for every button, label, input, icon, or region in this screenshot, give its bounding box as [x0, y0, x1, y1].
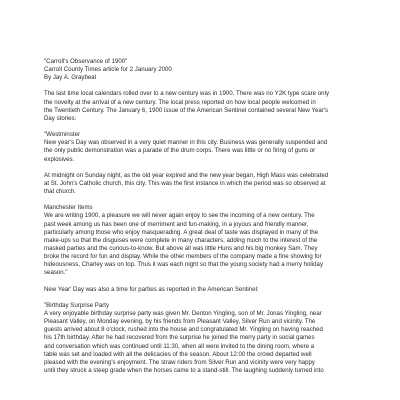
- text-line: pleased with the evening's enjoyment. The straw riders from Silver Run and vicinity were very happy: [44, 358, 315, 366]
- text-line: New Year' Day was also a time for parties as reported in the American Sentinel:: [44, 285, 259, 293]
- text-line: season.": [44, 269, 68, 277]
- text-line: Pleasant Valley, on Monday evening, by his friends from Pleasant Valley, Silver Run and vicinity. The: [44, 318, 316, 326]
- paragraph-parties-intro: [44, 286, 356, 294]
- text-line: make-ups so that the disguises were complete in many characters, adding much to the interest of the: [44, 236, 318, 244]
- paragraph-intro: [44, 90, 356, 123]
- text-line: past week among us has been one of merriment and fun-making, in a joyous and friendly manner,: [44, 220, 309, 228]
- text-line: that church.: [44, 188, 76, 196]
- text-line: At midnight on Sunday night, as the old year expired and the new year began, High Mass was celebrated: [44, 171, 329, 179]
- text-line: masked parties and the curious-to-know. But above all was little Huns and his big monkey Sam. They: [44, 244, 318, 252]
- paragraph-manchester: [44, 204, 356, 277]
- text-line: explosives.: [44, 155, 75, 163]
- text-line: particularly among those who enjoy masquerading. A great deal of taste was displayed in many of the: [44, 228, 319, 236]
- text-line: The last time local calendars rolled over to a new century was in 1900. There was no Y2K type scare only: [44, 90, 329, 98]
- paragraph-westminster: [44, 131, 356, 164]
- section-heading: "Westminster: [44, 131, 81, 139]
- text-line: the only public demonstration was a parade of the drum corps. There was little or no firing of guns or: [44, 147, 316, 155]
- text-line: at St. John's Catholic church, this city. This was the first instance in which the period was so observed at: [44, 179, 326, 187]
- text-line: and conversation which was continued until 11:30, when all were invited to the dining room, where a: [44, 342, 315, 350]
- article-title: "Carroll's Observance of 1900": [44, 58, 128, 65]
- publication-line: Carroll County Times article for 2 January 2000: [44, 66, 172, 74]
- text-line: guests arrived about 8 o'clock, rushed into the house and congratulated Mr. Yingling on having reached: [44, 326, 323, 334]
- text-line: Day stories:: [44, 114, 77, 122]
- text-line: New year's Day was observed in a very quiet manner in this city. Business was generally suspended and: [44, 139, 328, 147]
- section-heading: "Birthday Surprise Party: [44, 301, 110, 309]
- paragraph-birthday-party: [44, 302, 356, 375]
- text-line: table was set and loaded with all the delicacies of the season. About 12:00 the crowd departed well: [44, 350, 312, 358]
- text-line: A very enjoyable birthday surprise party was given Mr. Denton Yingling, son of Mr. Jonas Yingling, near: [44, 309, 322, 317]
- byline: By Jay A. Graybeal: [44, 74, 97, 82]
- text-line: We are writing 1900, a pleasure we will never again enjoy to see the incoming of a new century. The: [44, 212, 315, 220]
- text-line: his 17th birthday. After he had recovered from the surprise he joined the merry party in social games: [44, 334, 315, 342]
- text-line: the novelty at the arrival of a new century. The local press reported on how local people welcomed in: [44, 98, 316, 106]
- paragraph-midnight-mass: [44, 172, 356, 196]
- text-line: the Twentieth Century. The January 6, 1900 issue of the American Sentinel contained several New Year's: [44, 106, 329, 114]
- text-line: hideousness, Charley was on top. Thus it was each night so that the young society had a merry holiday: [44, 261, 323, 269]
- text-line: broke the record for fun and display. While the other members of the company made a fine showing for: [44, 253, 322, 261]
- section-heading: Manchester Items: [44, 204, 93, 212]
- text-line: until they struck a steep grade when the horses came to a stand-still. The laughing suddenly turned into: [44, 367, 324, 374]
